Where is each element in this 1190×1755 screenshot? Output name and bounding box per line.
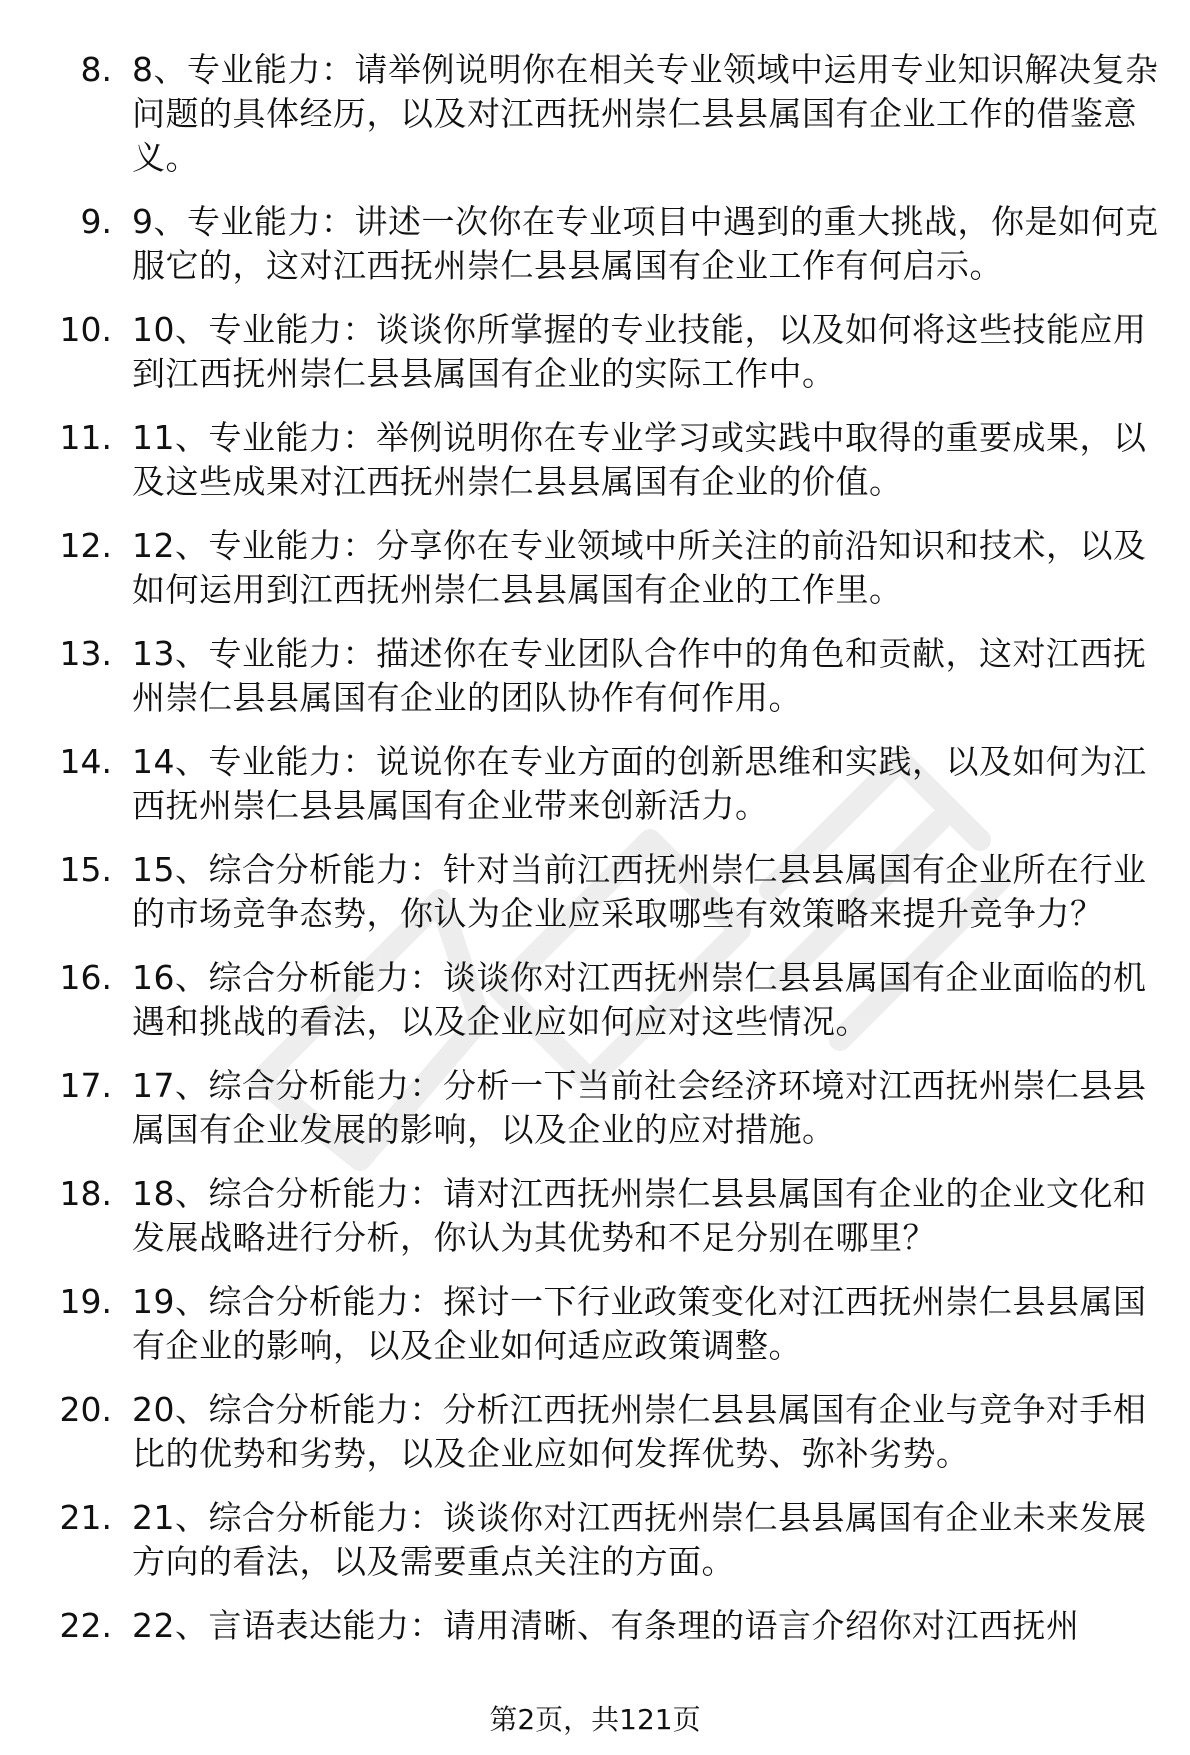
list-item	[0, 1388, 1190, 1476]
list-item-text: 11、专业能力：举例说明你在专业学习或实践中取得的重要成果，以及这些成果对江西抚州崇仁县县属国有企业的价值。	[132, 418, 1147, 501]
list-item-text: 18、综合分析能力：请对江西抚州崇仁县县属国有企业的企业文化和发展战略进行分析，你认为其优势和不足分别在哪里？	[132, 1174, 1147, 1257]
list-item	[0, 956, 1190, 1044]
list-item	[0, 1496, 1190, 1584]
list-item-number: 10.	[59, 310, 112, 349]
list-item-number: 13.	[59, 634, 112, 673]
list-item-number: 16.	[59, 958, 112, 997]
list-item	[0, 1604, 1190, 1648]
list-item-number: 11.	[59, 418, 112, 457]
list-item-number: 9.	[80, 202, 112, 241]
list-item	[0, 1280, 1190, 1368]
list-item	[0, 848, 1190, 936]
list-item-number: 17.	[59, 1066, 112, 1105]
list-item-number: 15.	[59, 850, 112, 889]
list-item-number: 18.	[59, 1174, 112, 1213]
list-item	[0, 308, 1190, 396]
list-item-number: 14.	[59, 742, 112, 781]
list-item-text: 14、专业能力：说说你在专业方面的创新思维和实践，以及如何为江西抚州崇仁县县属国有企业带来创新活力。	[132, 742, 1147, 825]
list-item-text: 16、综合分析能力：谈谈你对江西抚州崇仁县县属国有企业面临的机遇和挑战的看法，以及企业应如何应对这些情况。	[132, 958, 1147, 1041]
list-item	[0, 524, 1190, 612]
list-item-number: 19.	[59, 1282, 112, 1321]
list-item-number: 12.	[59, 526, 112, 565]
list-item-text: 8、专业能力：请举例说明你在相关专业领域中运用专业知识解决复杂问题的具体经历，以及对江西抚州崇仁县县属国有企业工作的借鉴意义。	[132, 50, 1159, 177]
page-number-label: 第2页，共121页	[489, 1703, 701, 1736]
list-item-text: 21、综合分析能力：谈谈你对江西抚州崇仁县县属国有企业未来发展方向的看法，以及需要重点关注的方面。	[132, 1498, 1147, 1581]
list-item	[0, 1172, 1190, 1260]
list-item-number: 21.	[59, 1498, 112, 1537]
list-item-text: 10、专业能力：谈谈你所掌握的专业技能，以及如何将这些技能应用到江西抚州崇仁县县属国有企业的实际工作中。	[132, 310, 1147, 393]
list-item-number: 20.	[59, 1390, 112, 1429]
list-item-text: 22、言语表达能力：请用清晰、有条理的语言介绍你对江西抚州	[132, 1606, 1080, 1645]
list-item	[0, 48, 1190, 180]
list-item-text: 9、专业能力：讲述一次你在专业项目中遇到的重大挑战，你是如何克服它的，这对江西抚州崇仁县县属国有企业工作有何启示。	[132, 202, 1159, 285]
list-item-text: 20、综合分析能力：分析江西抚州崇仁县县属国有企业与竞争对手相比的优势和劣势，以及企业应如何发挥优势、弥补劣势。	[132, 1390, 1147, 1473]
list-item-number: 22.	[59, 1606, 112, 1645]
question-list	[0, 48, 1190, 1668]
list-item-number: 8.	[80, 50, 112, 89]
list-item	[0, 200, 1190, 288]
list-item-text: 12、专业能力：分享你在专业领域中所关注的前沿知识和技术，以及如何运用到江西抚州崇仁县县属国有企业的工作里。	[132, 526, 1147, 609]
list-item	[0, 1064, 1190, 1152]
list-item-text: 17、综合分析能力：分析一下当前社会经济环境对江西抚州崇仁县县属国有企业发展的影响，以及企业的应对措施。	[132, 1066, 1147, 1149]
list-item	[0, 416, 1190, 504]
list-item	[0, 740, 1190, 828]
list-item	[0, 632, 1190, 720]
list-item-text: 13、专业能力：描述你在专业团队合作中的角色和贡献，这对江西抚州崇仁县县属国有企业的团队协作有何作用。	[132, 634, 1147, 717]
list-item-text: 19、综合分析能力：探讨一下行业政策变化对江西抚州崇仁县县属国有企业的影响，以及企业如何适应政策调整。	[132, 1282, 1147, 1365]
page-footer	[0, 1700, 1190, 1740]
list-item-text: 15、综合分析能力：针对当前江西抚州崇仁县县属国有企业所在行业的市场竞争态势，你认为企业应采取哪些有效策略来提升竞争力？	[132, 850, 1147, 933]
